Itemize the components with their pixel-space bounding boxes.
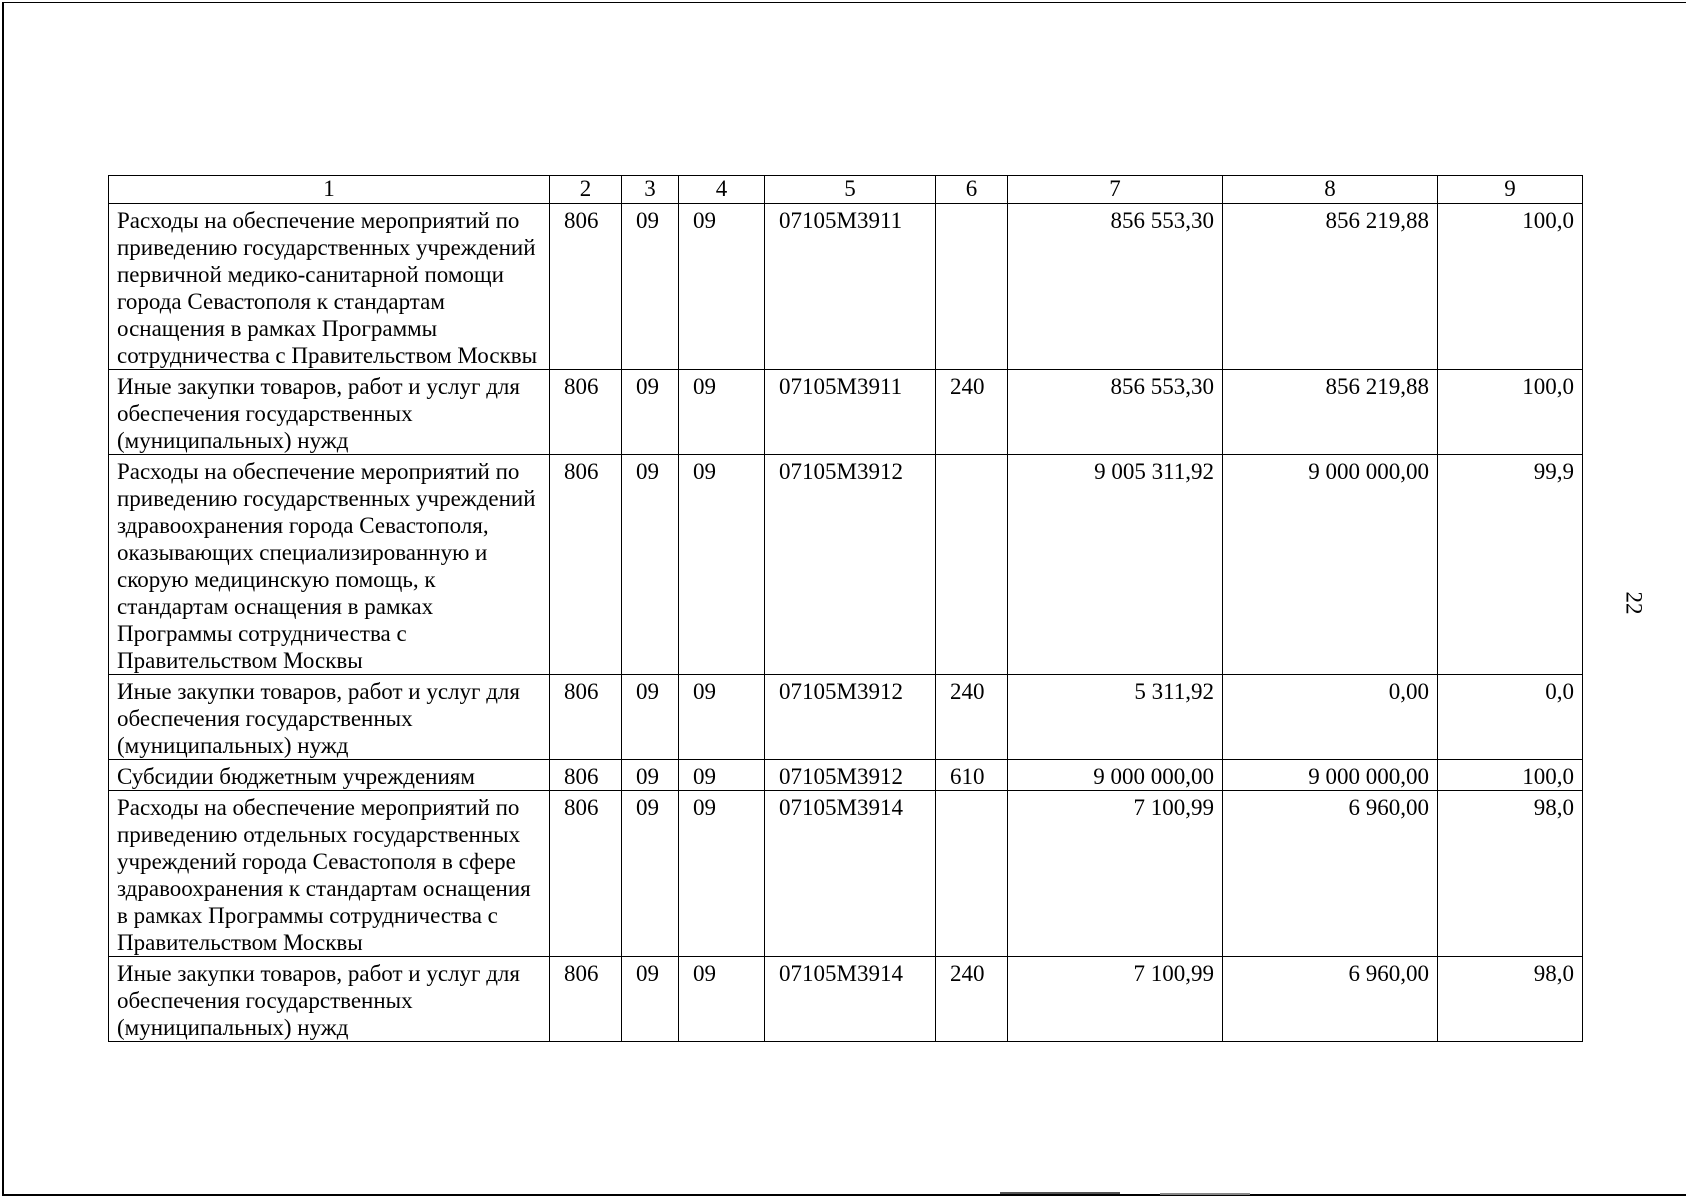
table-row	[109, 675, 1583, 760]
expense-type-cell: 240	[936, 675, 1008, 760]
header-row	[109, 176, 1583, 204]
header-cell: 3	[622, 176, 679, 204]
section-code-cell: 09	[622, 455, 679, 675]
section-code-cell: 09	[622, 675, 679, 760]
target-article-cell: 07105М3912	[765, 455, 936, 675]
percent-cell: 100,0	[1438, 370, 1583, 455]
ministry-code-cell: 806	[550, 675, 622, 760]
subsection-code-cell: 09	[679, 957, 765, 1042]
section-code-cell: 09	[622, 370, 679, 455]
ministry-code-cell: 806	[550, 957, 622, 1042]
percent-cell: 100,0	[1438, 760, 1583, 791]
expense-name-cell: Расходы на обеспечение мероприятий по приведению государственных учреждений здравоохранения города Севастополя, оказывающих специализированную и скорую медицинскую помощь, к стандартам оснащения в рамках Программы сотрудничества с Правительством Москвы	[109, 455, 550, 675]
expense-type-cell: 610	[936, 760, 1008, 791]
planned-amount-cell: 9 005 311,92	[1008, 455, 1223, 675]
ministry-code-cell: 806	[550, 204, 622, 370]
page-number: 22	[1621, 591, 1647, 615]
expense-name-cell: Иные закупки товаров, работ и услуг для обеспечения государственных (муниципальных) нужд	[109, 675, 550, 760]
actual-amount-cell: 9 000 000,00	[1223, 455, 1438, 675]
target-article-cell: 07105М3914	[765, 957, 936, 1042]
expense-type-cell: 240	[936, 370, 1008, 455]
table-row	[109, 455, 1583, 675]
budget-table	[108, 175, 1583, 1042]
ministry-code-cell: 806	[550, 370, 622, 455]
section-code-cell: 09	[622, 204, 679, 370]
header-cell: 5	[765, 176, 936, 204]
percent-cell: 98,0	[1438, 791, 1583, 957]
header-cell: 1	[109, 176, 550, 204]
percent-cell: 99,9	[1438, 455, 1583, 675]
subsection-code-cell: 09	[679, 675, 765, 760]
section-code-cell: 09	[622, 760, 679, 791]
header-cell: 9	[1438, 176, 1583, 204]
ministry-code-cell: 806	[550, 791, 622, 957]
table-row	[109, 204, 1583, 370]
subsection-code-cell: 09	[679, 455, 765, 675]
expense-name-cell: Расходы на обеспечение мероприятий по приведению государственных учреждений первичной медико-санитарной помощи города Севастополя к стандартам оснащения в рамках Программы сотрудничества с Правительством Москвы	[109, 204, 550, 370]
expense-type-cell	[936, 455, 1008, 675]
actual-amount-cell: 6 960,00	[1223, 957, 1438, 1042]
percent-cell: 100,0	[1438, 204, 1583, 370]
percent-cell: 98,0	[1438, 957, 1583, 1042]
percent-cell: 0,0	[1438, 675, 1583, 760]
header-cell: 6	[936, 176, 1008, 204]
expense-name-cell: Расходы на обеспечение мероприятий по приведению отдельных государственных учреждений города Севастополя в сфере здравоохранения к стандартам оснащения в рамках Программы сотрудничества с Правительством Москвы	[109, 791, 550, 957]
header-cell: 4	[679, 176, 765, 204]
header-cell: 2	[550, 176, 622, 204]
actual-amount-cell: 856 219,88	[1223, 204, 1438, 370]
planned-amount-cell: 7 100,99	[1008, 957, 1223, 1042]
table-row	[109, 760, 1583, 791]
header-cell: 7	[1008, 176, 1223, 204]
target-article-cell: 07105М3911	[765, 204, 936, 370]
target-article-cell: 07105М3914	[765, 791, 936, 957]
section-code-cell: 09	[622, 957, 679, 1042]
subsection-code-cell: 09	[679, 791, 765, 957]
subsection-code-cell: 09	[679, 760, 765, 791]
target-article-cell: 07105М3912	[765, 675, 936, 760]
subsection-code-cell: 09	[679, 370, 765, 455]
planned-amount-cell: 856 553,30	[1008, 370, 1223, 455]
expense-type-cell: 240	[936, 957, 1008, 1042]
table-row	[109, 957, 1583, 1042]
planned-amount-cell: 7 100,99	[1008, 791, 1223, 957]
actual-amount-cell: 6 960,00	[1223, 791, 1438, 957]
actual-amount-cell: 856 219,88	[1223, 370, 1438, 455]
table-row	[109, 370, 1583, 455]
subsection-code-cell: 09	[679, 204, 765, 370]
ministry-code-cell: 806	[550, 760, 622, 791]
target-article-cell: 07105М3911	[765, 370, 936, 455]
planned-amount-cell: 9 000 000,00	[1008, 760, 1223, 791]
expense-type-cell	[936, 204, 1008, 370]
expense-type-cell	[936, 791, 1008, 957]
target-article-cell: 07105М3912	[765, 760, 936, 791]
planned-amount-cell: 5 311,92	[1008, 675, 1223, 760]
table-row	[109, 791, 1583, 957]
actual-amount-cell: 9 000 000,00	[1223, 760, 1438, 791]
ministry-code-cell: 806	[550, 455, 622, 675]
expense-name-cell: Иные закупки товаров, работ и услуг для обеспечения государственных (муниципальных) нужд	[109, 957, 550, 1042]
expense-name-cell: Иные закупки товаров, работ и услуг для обеспечения государственных (муниципальных) нужд	[109, 370, 550, 455]
header-cell: 8	[1223, 176, 1438, 204]
scan-artifact	[1160, 1193, 1250, 1195]
actual-amount-cell: 0,00	[1223, 675, 1438, 760]
section-code-cell: 09	[622, 791, 679, 957]
planned-amount-cell: 856 553,30	[1008, 204, 1223, 370]
scan-artifact	[1000, 1192, 1120, 1194]
expense-name-cell: Субсидии бюджетным учреждениям	[109, 760, 550, 791]
